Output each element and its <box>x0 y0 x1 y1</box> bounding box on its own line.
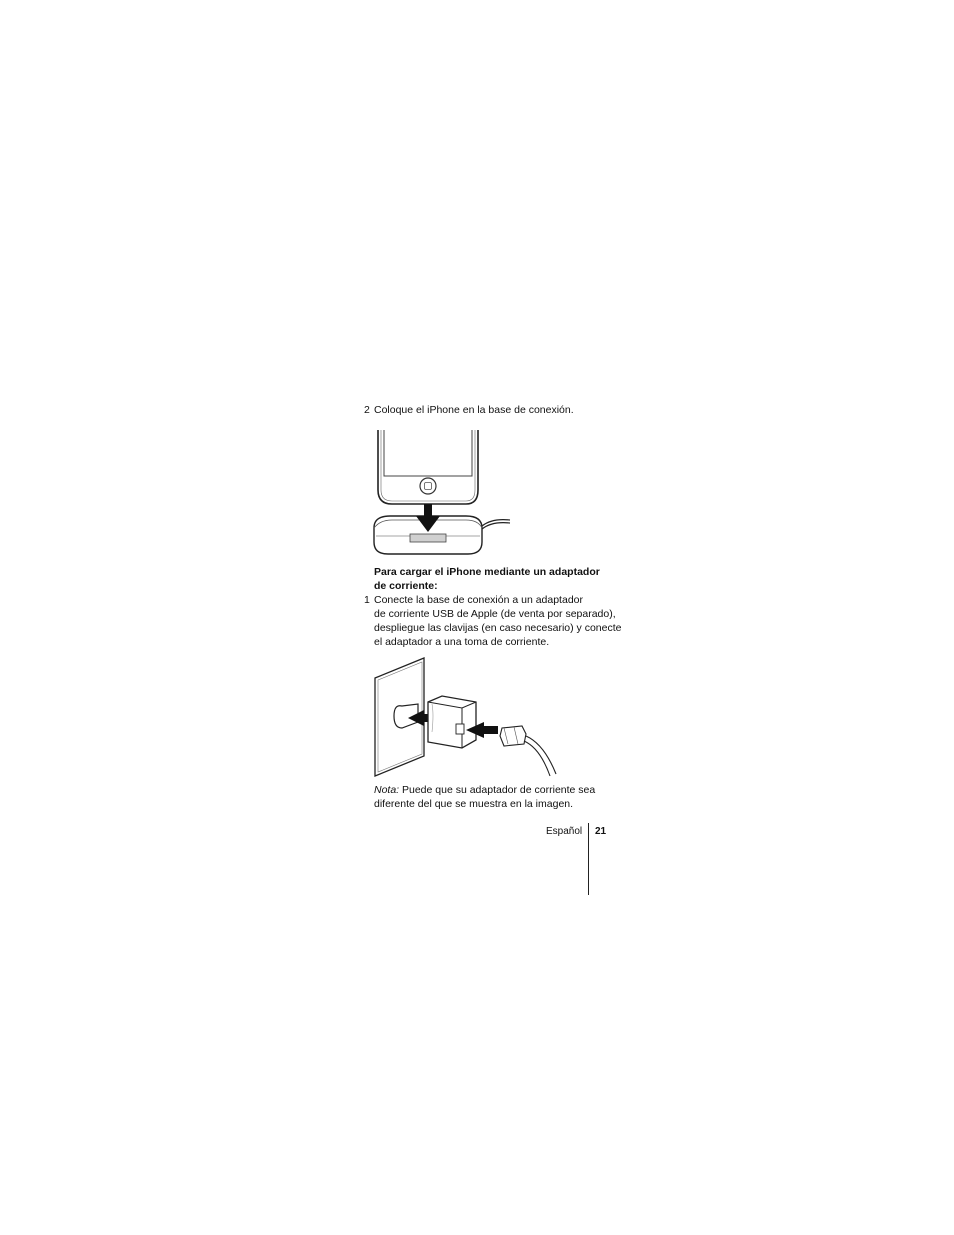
note-text-line1: Puede que su adaptador de corriente sea <box>402 784 596 796</box>
step-text-line: Conecte la base de conexión a un adaptador <box>374 594 583 606</box>
step-text-line: el adaptador a una toma de corriente. <box>374 636 550 648</box>
step-number: 1 <box>364 594 370 606</box>
note-text-line2: diferente del que se muestra en la imagen. <box>374 798 574 810</box>
note-label: Nota: <box>374 784 400 796</box>
step-text-line: despliegue las clavijas (en caso necesario) y conecte <box>374 622 622 634</box>
section-heading-line1: Para cargar el iPhone mediante un adaptador <box>374 566 600 578</box>
section-heading-line2: de corriente: <box>374 580 438 592</box>
step-text: Coloque el iPhone en la base de conexión. <box>374 404 574 416</box>
step-text-line: de corriente USB de Apple (de venta por separado), <box>374 608 616 620</box>
page-number: 21 <box>595 826 607 837</box>
iphone-dock-illustration <box>370 428 520 558</box>
step-number: 2 <box>364 404 370 416</box>
footer-divider <box>588 823 589 895</box>
usb-power-adapter-illustration <box>372 656 572 780</box>
footer-language: Español <box>546 826 583 837</box>
